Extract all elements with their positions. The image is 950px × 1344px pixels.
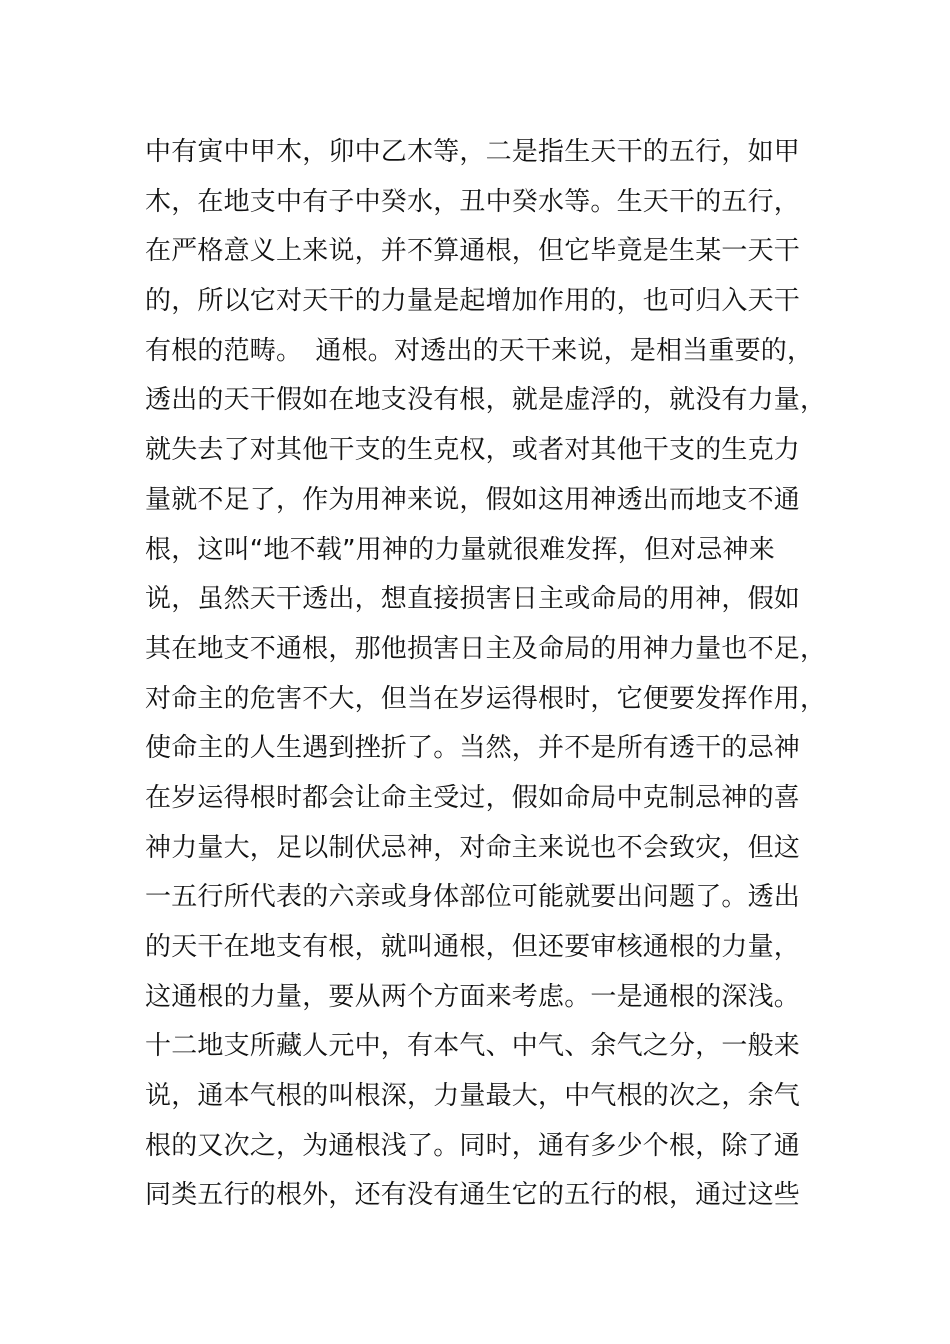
text-line: 的天干在地支有根，就叫通根，但还要审核通根的力量，	[145, 932, 801, 962]
text-line: 神力量大，足以制伏忌神，对命主来说也不会致灾，但这	[145, 832, 801, 863]
text-line: 对命主的危害不大，但当在岁运得根时，它便要发挥作用，	[145, 683, 827, 714]
text-line: 量就不足了，作为用神来说，假如这用神透出而地支不通	[145, 484, 801, 515]
text-line: 的，所以它对天干的力量是起增加作用的，也可归入天干	[145, 286, 801, 317]
text-line: 这通根的力量，要从两个方面来考虑。一是通根的深浅。	[145, 981, 801, 1012]
text-line: 在严格意义上来说，并不算通根，但它毕竟是生某一天干	[145, 236, 801, 267]
text-line: 根，这叫“地不载”用神的力量就很难发挥，但对忌神来	[145, 534, 775, 565]
text-line: 根的又次之，为通根浅了。同时，通有多少个根，除了通	[145, 1130, 801, 1161]
text-line: 说，通本气根的叫根深，力量最大，中气根的次之，余气	[145, 1081, 801, 1112]
text-line: 有根的范畴。 通根。对透出的天干来说，是相当重要的，	[145, 335, 814, 366]
text-line: 使命主的人生遇到挫折了。当然，并不是所有透干的忌神	[145, 733, 801, 764]
text-line: 十二地支所藏人元中，有本气、中气、余气之分，一般来	[145, 1031, 801, 1062]
text-line: 其在地支不通根，那他损害日主及命局的用神力量也不足，	[145, 633, 827, 664]
text-line: 中有寅中甲木，卯中乙木等，二是指生天干的五行，如甲	[145, 137, 801, 167]
text-line: 一五行所代表的六亲或身体部位可能就要出问题了。透出	[145, 882, 801, 913]
body-text	[145, 128, 825, 1221]
text-line: 同类五行的根外，还有没有通生它的五行的根，通过这些	[145, 1180, 801, 1211]
text-line: 透出的天干假如在地支没有根，就是虚浮的，就没有力量，	[145, 385, 827, 416]
text-line: 木，在地支中有子中癸水，丑中癸水等。生天干的五行，	[145, 186, 801, 217]
text-line: 就失去了对其他干支的生克权，或者对其他干支的生克力	[145, 435, 801, 466]
text-line: 说，虽然天干透出，想直接损害日主或命局的用神，假如	[145, 584, 801, 615]
text-line: 在岁运得根时都会让命主受过，假如命局中克制忌神的喜	[145, 782, 801, 813]
